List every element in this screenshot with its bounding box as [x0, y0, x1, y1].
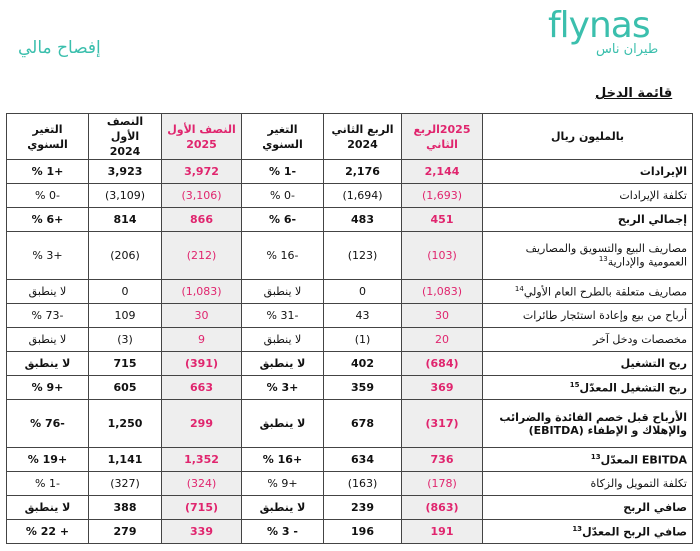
cell-q25: 2,144 — [402, 160, 483, 184]
footnote-ref: 15 — [569, 380, 580, 389]
row-label: تكلفة الإيرادات — [483, 184, 693, 208]
cell-qc: لا ينطبق — [242, 280, 324, 304]
header-h1-2025: النصف الأول 2025 — [162, 114, 242, 160]
header-label: بالمليون ريال — [483, 114, 693, 160]
cell-qc: - 3 % — [242, 520, 324, 544]
cell-q24: 634 — [324, 448, 402, 472]
row-label: الإيرادات — [483, 160, 693, 184]
cell-qc: لا ينطبق — [242, 496, 324, 520]
footnote-ref: 13 — [598, 255, 608, 264]
cell-qc: +9 % — [242, 472, 324, 496]
cell-h25: 1,352 — [162, 448, 242, 472]
cell-q24: (1) — [324, 328, 402, 352]
cell-h24: (327) — [89, 472, 162, 496]
cell-qc: -0 % — [242, 184, 324, 208]
table-row — [7, 376, 693, 400]
cell-h24: 109 — [89, 304, 162, 328]
table-row — [7, 520, 693, 544]
cell-q25: 451 — [402, 208, 483, 232]
cell-q25: 369 — [402, 376, 483, 400]
cell-hc: لا ينطبق — [7, 280, 89, 304]
cell-qc: -16 % — [242, 232, 324, 280]
cell-h24: (3) — [89, 328, 162, 352]
cell-h25: (212) — [162, 232, 242, 280]
row-label: إجمالي الربح — [483, 208, 693, 232]
table-row — [7, 472, 693, 496]
row-label: ربح التشغيل المعدّل$^{15}$ — [483, 376, 693, 400]
row-label: مخصصات ودخل آخر — [483, 328, 693, 352]
table-row — [7, 280, 693, 304]
cell-q25: (684) — [402, 352, 483, 376]
cell-qc: +3 % — [242, 376, 324, 400]
cell-h24: 1,250 — [89, 400, 162, 448]
cell-hc: +9 % — [7, 376, 89, 400]
cell-h25: 663 — [162, 376, 242, 400]
cell-q25: (1,693) — [402, 184, 483, 208]
cell-h24: 814 — [89, 208, 162, 232]
cell-h24: 715 — [89, 352, 162, 376]
cell-q24: 43 — [324, 304, 402, 328]
cell-hc: + 22 % — [7, 520, 89, 544]
cell-hc: +3 % — [7, 232, 89, 280]
table-row — [7, 328, 693, 352]
table-row — [7, 448, 693, 472]
cell-q24: 239 — [324, 496, 402, 520]
row-label: أرباح من بيع وإعادة استئجار طائرات — [483, 304, 693, 328]
cell-qc: -1 % — [242, 160, 324, 184]
cell-h25: 339 — [162, 520, 242, 544]
table-row — [7, 208, 693, 232]
cell-h25: 299 — [162, 400, 242, 448]
row-label: ربح التشغيل — [483, 352, 693, 376]
cell-q24: 2,176 — [324, 160, 402, 184]
cell-hc: لا ينطبق — [7, 352, 89, 376]
cell-q25: (178) — [402, 472, 483, 496]
statement-title: قائمة الدخل — [595, 86, 673, 101]
cell-h25: 30 — [162, 304, 242, 328]
cell-h24: 388 — [89, 496, 162, 520]
cell-q24: (1,694) — [324, 184, 402, 208]
cell-q24: 196 — [324, 520, 402, 544]
cell-h24: 0 — [89, 280, 162, 304]
cell-q24: 483 — [324, 208, 402, 232]
table-row — [7, 304, 693, 328]
cell-h24: 3,923 — [89, 160, 162, 184]
cell-h25: 3,972 — [162, 160, 242, 184]
footnote-ref: 13 — [572, 524, 583, 533]
cell-hc: -0 % — [7, 184, 89, 208]
cell-q24: 678 — [324, 400, 402, 448]
row-label: مصاريف متعلقة بالطرح العام الأولي$^{14}$ — [483, 280, 693, 304]
cell-h25: (391) — [162, 352, 242, 376]
cell-qc: لا ينطبق — [242, 328, 324, 352]
footnote-ref: 14 — [514, 284, 524, 293]
cell-q25: 20 — [402, 328, 483, 352]
cell-hc: لا ينطبق — [7, 328, 89, 352]
cell-hc: +19 % — [7, 448, 89, 472]
cell-hc: -1 % — [7, 472, 89, 496]
row-label: تكلفة التمويل والزكاة — [483, 472, 693, 496]
cell-h25: 9 — [162, 328, 242, 352]
footnote-ref: 13 — [590, 452, 601, 461]
cell-h25: (1,083) — [162, 280, 242, 304]
cell-qc: لا ينطبق — [242, 400, 324, 448]
cell-hc: -76 % — [7, 400, 89, 448]
income-statement-table — [6, 113, 693, 544]
cell-qc: -6 % — [242, 208, 324, 232]
cell-q25: 30 — [402, 304, 483, 328]
cell-h24: 279 — [89, 520, 162, 544]
header-q2-2024: الربع الثاني 2024 — [324, 114, 402, 160]
cell-h25: 866 — [162, 208, 242, 232]
cell-hc: -73 % — [7, 304, 89, 328]
row-label: EBITDA المعدّل$^{13}$ — [483, 448, 693, 472]
header-h1-2024: النصف الأول 2024 — [89, 114, 162, 160]
cell-h24: (3,109) — [89, 184, 162, 208]
cell-qc: +16 % — [242, 448, 324, 472]
disclosure-title: إفصاح مالي — [18, 38, 101, 58]
cell-hc: لا ينطبق — [7, 496, 89, 520]
cell-q25: 191 — [402, 520, 483, 544]
header-row — [7, 114, 693, 160]
cell-q25: (1,083) — [402, 280, 483, 304]
cell-h24: (206) — [89, 232, 162, 280]
logo-wordmark: flynas — [548, 5, 650, 46]
cell-h24: 1,141 — [89, 448, 162, 472]
table-row — [7, 496, 693, 520]
cell-q24: 402 — [324, 352, 402, 376]
cell-q24: (123) — [324, 232, 402, 280]
table-row — [7, 232, 693, 280]
header-q-change: التغير السنوي — [242, 114, 324, 160]
table-row — [7, 400, 693, 448]
cell-h25: (324) — [162, 472, 242, 496]
cell-q25: (317) — [402, 400, 483, 448]
table-row — [7, 184, 693, 208]
row-label: صافي الربح — [483, 496, 693, 520]
table-row — [7, 352, 693, 376]
cell-qc: -31 % — [242, 304, 324, 328]
cell-q24: (163) — [324, 472, 402, 496]
cell-q25: (863) — [402, 496, 483, 520]
flynas-logo — [548, 6, 668, 66]
header-q2-2025: 2025الربع الثاني — [402, 114, 483, 160]
cell-q25: (103) — [402, 232, 483, 280]
cell-hc: +6 % — [7, 208, 89, 232]
row-label: الأرباح قبل خصم الفائدة والضرائب والإهلاك و الإطفاء (EBITDA) — [483, 400, 693, 448]
header-h-change: التغير السنوي — [7, 114, 89, 160]
row-label: مصاريف البيع والتسويق والمصاريف العمومية والإدارية$^{13}$ — [483, 232, 693, 280]
cell-q25: 736 — [402, 448, 483, 472]
table-row — [7, 160, 693, 184]
cell-q24: 359 — [324, 376, 402, 400]
cell-hc: +1 % — [7, 160, 89, 184]
cell-h24: 605 — [89, 376, 162, 400]
cell-h25: (715) — [162, 496, 242, 520]
cell-q24: 0 — [324, 280, 402, 304]
cell-h25: (3,106) — [162, 184, 242, 208]
logo-arabic: طيران ناس — [596, 42, 659, 57]
row-label: صافي الربح المعدّل$^{13}$ — [483, 520, 693, 544]
cell-qc: لا ينطبق — [242, 352, 324, 376]
